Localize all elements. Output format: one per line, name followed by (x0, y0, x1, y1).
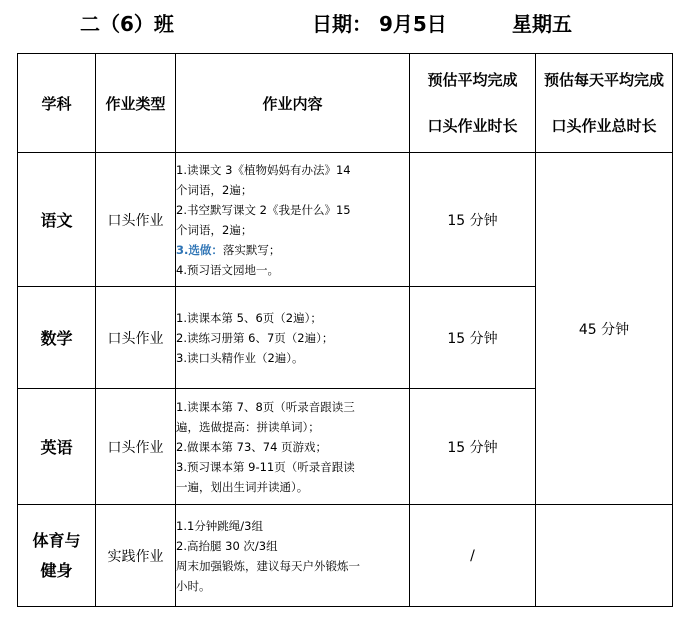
content-cell (176, 505, 410, 607)
optional-label: 选做： (188, 242, 223, 257)
subject-cell: 英语 (18, 389, 96, 505)
empty-cell (536, 505, 673, 607)
subject-line1: 体育与 (32, 530, 81, 550)
date-label: 日期： 9月5日 (312, 12, 447, 36)
header-total (536, 54, 673, 153)
content-line-optional (176, 240, 409, 260)
weekday-label: 星期五 (512, 12, 572, 36)
content-line: 2.高抬腿 30 次/3组 (176, 538, 278, 553)
class-name: 二（6）班 (80, 12, 174, 36)
content-line: 周末加强锻炼，建议每天户外锻炼一 (176, 558, 360, 573)
page-header (0, 8, 688, 38)
type-cell: 口头作业 (96, 389, 176, 505)
content-line: 4.预习语文园地一。 (176, 262, 279, 277)
content-line: 2.做课本第 73、74 页游戏； (176, 439, 328, 454)
header-total-line1: 预估每天平均完成 (543, 71, 664, 89)
content-cell (176, 153, 410, 287)
content-line: 2.书空默写课文 2《我是什么》15 (176, 202, 351, 217)
header-time-line2: 口头作业时长 (427, 117, 518, 135)
header-type: 作业类型 (96, 54, 176, 153)
content-line: 3.预习课本第 9-11页（听录音跟读 (176, 459, 355, 474)
content-line: 1.读课本第 5、6页（2遍）； (176, 310, 322, 325)
subject-cell (18, 505, 96, 607)
content-line: 个词语，2遍； (176, 222, 253, 237)
subject-cell: 语文 (18, 153, 96, 287)
content-cell (176, 287, 410, 389)
content-cell (176, 389, 410, 505)
content-line: 1.读课本第 7、8页（听录音跟读三 (176, 399, 355, 414)
optional-prefix: 3. (176, 242, 189, 257)
type-cell: 实践作业 (96, 505, 176, 607)
time-cell: 15 分钟 (410, 287, 536, 389)
subject-line2: 健身 (40, 560, 73, 580)
header-total-line2: 口头作业总时长 (551, 117, 657, 135)
content-line: 1.读课文 3《植物妈妈有办法》14 (176, 162, 351, 177)
type-cell: 口头作业 (96, 287, 176, 389)
content-line: 遍，选做提高：拼读单词）； (176, 419, 320, 434)
content-line: 小时。 (176, 578, 211, 593)
table-header-row (18, 54, 673, 153)
time-cell: 15 分钟 (410, 153, 536, 287)
table-row-chinese (18, 153, 673, 287)
header-time (410, 54, 536, 153)
homework-table (17, 53, 673, 607)
time-cell: 15 分钟 (410, 389, 536, 505)
header-subject: 学科 (18, 54, 96, 153)
content-line: 1.1分钟跳绳/3组 (176, 518, 263, 533)
total-cell: 45 分钟 (536, 153, 673, 505)
content-line: 一遍，划出生词并读通）。 (176, 479, 309, 494)
type-cell: 口头作业 (96, 153, 176, 287)
header-time-line1: 预估平均完成 (427, 71, 518, 89)
subject-cell: 数学 (18, 287, 96, 389)
content-line: 2.读练习册第 6、7页（2遍）； (176, 330, 334, 345)
optional-text: 落实默写； (222, 242, 281, 257)
content-line: 3.读口头精作业（2遍）。 (176, 350, 304, 365)
table-row-pe (18, 505, 673, 607)
content-line: 个词语，2遍； (176, 182, 253, 197)
time-cell: / (410, 505, 536, 607)
header-content: 作业内容 (176, 54, 410, 153)
